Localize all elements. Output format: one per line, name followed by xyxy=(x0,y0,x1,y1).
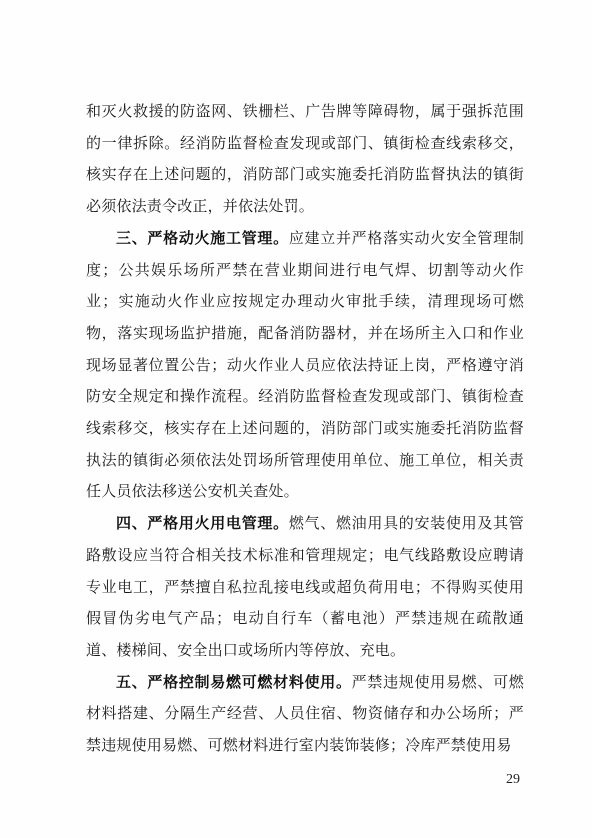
section-heading-3: 三、严格动火施工管理。 xyxy=(116,228,289,247)
document-body xyxy=(86,96,524,762)
paragraph-section-5 xyxy=(86,667,524,762)
section-heading-5: 五、严格控制易燃可燃材料使用。 xyxy=(116,672,352,691)
section-heading-4: 四、严格用火用电管理。 xyxy=(116,514,289,533)
paragraph-text: 严禁违规使用易燃、可燃材料搭建、分隔生产经营、人员住宿、物资储存和办公场所；严禁违规使用易燃、可燃材料进行室内装饰装修；冷库严禁使用易 xyxy=(86,672,524,755)
page-number: 29 xyxy=(506,772,520,787)
paragraph-continuation xyxy=(86,96,524,223)
paragraph-section-4 xyxy=(86,508,524,667)
paragraph-text: 燃气、燃油用具的安装使用及其管路敷设应当符合相关技术标准和管理规定；电气线路敷设应聘请专业电工，严禁擅自私拉乱接电线或超负荷用电；不得购买使用假冒伪劣电气产品；电动自行车（蓄电池）严禁违规在疏散通道、楼梯间、安全出口或场所内等停放、充电。 xyxy=(86,514,524,659)
paragraph-text: 和灭火救援的防盗网、铁栅栏、广告牌等障碍物，属于强拆范围的一律拆除。经消防监督检查发现或部门、镇街检查线索移交，核实存在上述问题的，消防部门或实施委托消防监督执法的镇街必须依法责令改正，并依法处罚。 xyxy=(86,102,524,216)
paragraph-text: 应建立并严格落实动火安全管理制度；公共娱乐场所严禁在营业期间进行电气焊、切割等动火作业；实施动火作业应按规定办理动火审批手续，清理现场可燃物，落实现场监护措施，配备消防器材，并在场所主入口和作业现场显著位置公告；动火作业人员应依法持证上岗，严格遵守消防安全规定和操作流程。经消防监督检查发现或部门、镇街检查线索移交，核实存在上述问题的，消防部门或实施委托消防监督执法的镇街必须依法处罚场所管理使用单位、施工单位，相关责任人员依法移送公安机关查处。 xyxy=(86,228,524,501)
paragraph-section-3 xyxy=(86,223,524,508)
